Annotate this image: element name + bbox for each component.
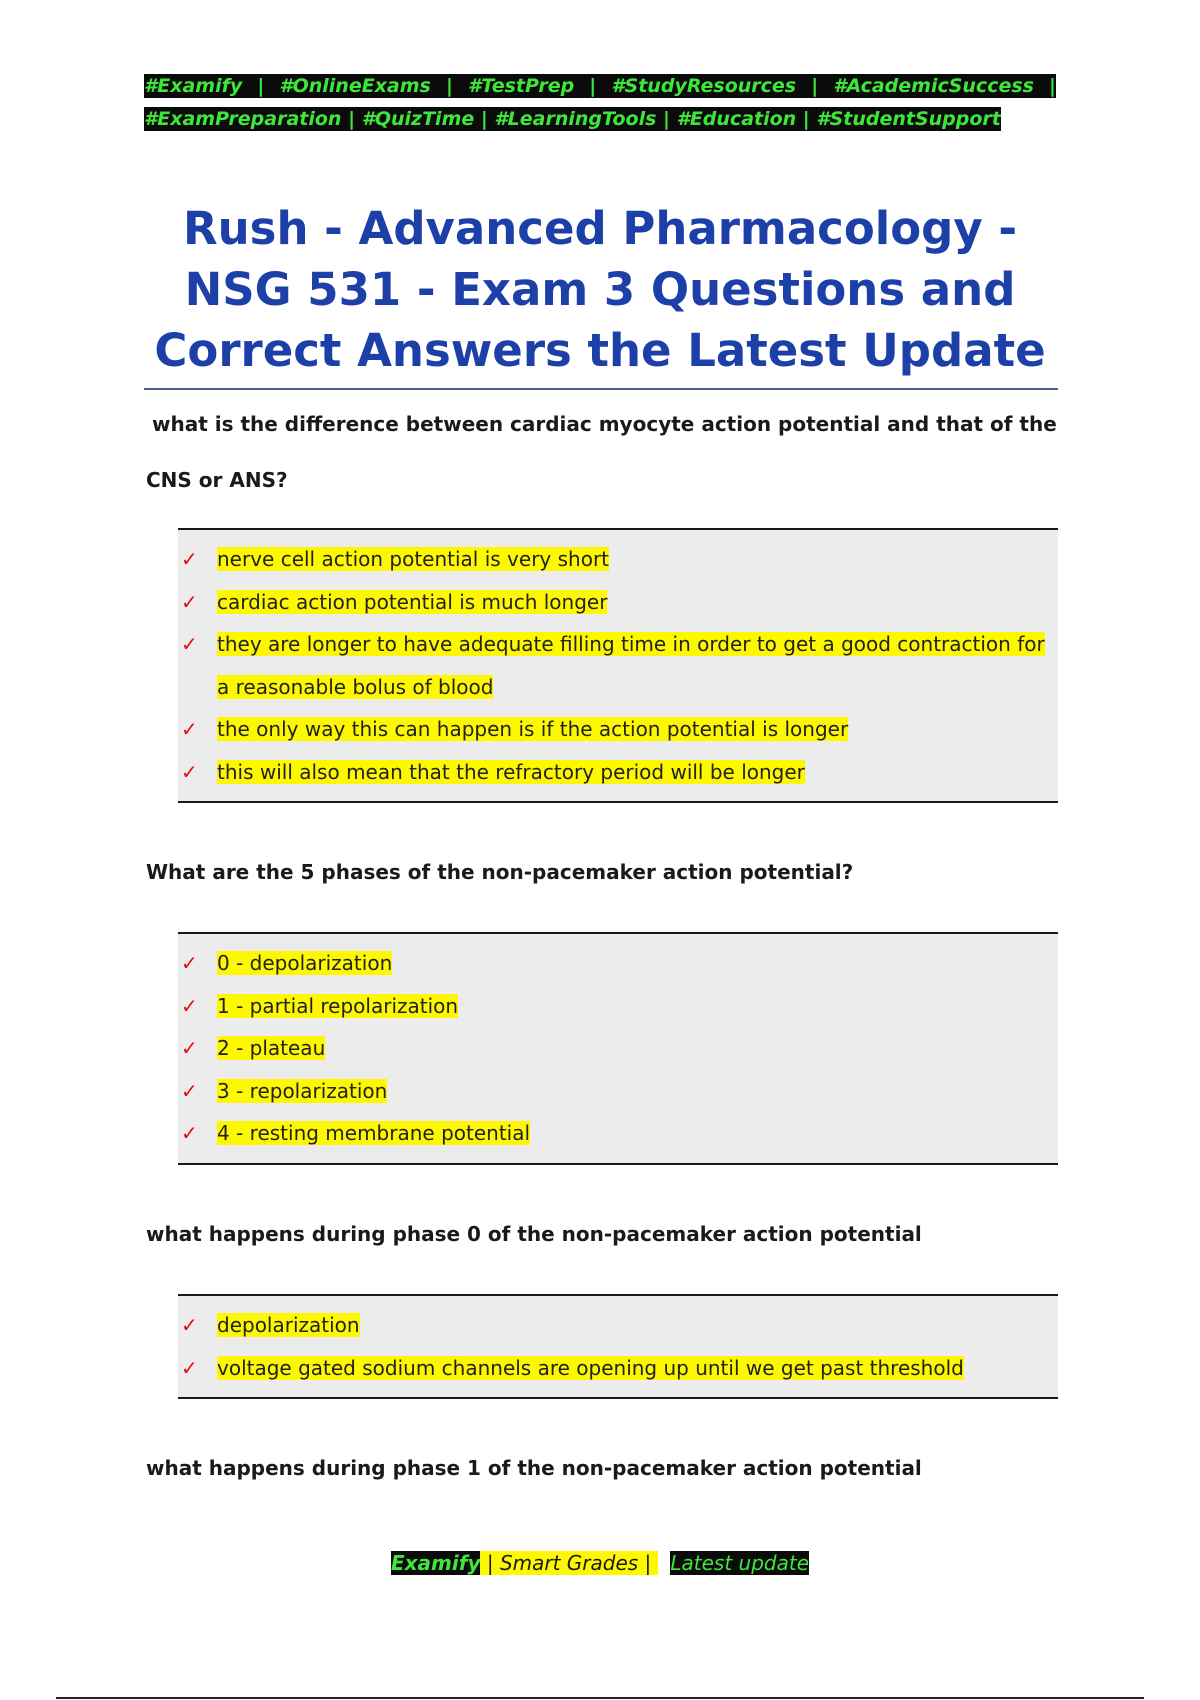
question-1-line-2: CNS or ANS?: [146, 468, 288, 492]
check-icon: ✓: [181, 589, 198, 614]
answer-text: 0 - depolarization: [217, 951, 393, 975]
answer-item: [178, 1304, 1058, 1347]
answer-text: 4 - resting membrane potential: [217, 1121, 531, 1145]
question-3: what happens during phase 0 of the non-pacemaker action potential: [146, 1222, 922, 1246]
answer-item: [178, 708, 1058, 751]
check-icon: ✓: [181, 1078, 198, 1103]
answer-item: [178, 751, 1058, 794]
answer-text: voltage gated sodium channels are opening up until we get past threshold: [217, 1355, 964, 1380]
answer-box-3: [178, 1294, 1058, 1399]
check-icon: ✓: [181, 1036, 198, 1060]
answer-item: [178, 985, 1058, 1028]
answer-item: [178, 623, 1058, 708]
footer-brand: Examify: [390, 1551, 481, 1575]
footer-smart-grades: Smart Grades: [499, 1551, 639, 1575]
hashtag-text-1: #Examify | #OnlineExams | #TestPrep | #StudyResources | #AcademicSuccess |: [144, 75, 1056, 97]
question-1: [146, 396, 1058, 508]
answer-box-1: [178, 528, 1058, 803]
check-icon: ✓: [181, 1121, 198, 1145]
check-icon: ✓: [181, 547, 198, 571]
answer-text: 1 - partial repolarization: [217, 993, 459, 1018]
question-4: what happens during phase 1 of the non-pacemaker action potential: [146, 1456, 922, 1480]
answer-text: 3 - repolarization: [217, 1078, 388, 1103]
footer-separator-1: |: [480, 1551, 500, 1575]
answer-box-2: [178, 932, 1058, 1165]
answer-text: cardiac action potential is much longer: [217, 589, 608, 614]
answer-item: [178, 1347, 1058, 1390]
check-icon: ✓: [181, 717, 198, 741]
document-title: Rush - Advanced Pharmacology - NSG 531 - Exam 3 Questions and Correct Answers the Latest Update: [154, 202, 1046, 377]
check-icon: ✓: [181, 1355, 198, 1380]
answer-item: [178, 1112, 1058, 1155]
hashtag-line-1: [144, 70, 1056, 103]
answer-item: [178, 581, 1058, 624]
answer-item: [178, 1027, 1058, 1070]
answer-item: [178, 538, 1058, 581]
question-2: What are the 5 phases of the non-pacemaker action potential?: [146, 860, 854, 884]
check-icon: ✓: [181, 951, 198, 975]
page-bottom-rule: [56, 1697, 1144, 1699]
page-footer: [0, 1551, 1200, 1575]
answer-text: this will also mean that the refractory period will be longer: [217, 759, 805, 784]
check-icon: ✓: [181, 759, 198, 784]
footer-latest-update: Latest update: [670, 1551, 810, 1575]
title-divider: [144, 388, 1058, 390]
hashtag-line-2: [144, 103, 1056, 136]
answer-text: depolarization: [217, 1313, 360, 1337]
hashtag-text-2: #ExamPreparation | #QuizTime | #LearningTools | #Education | #StudentSupport: [144, 108, 1001, 130]
answer-item: [178, 1070, 1058, 1113]
check-icon: ✓: [181, 632, 198, 656]
question-1-line-1: what is the difference between cardiac myocyte action potential and that of the: [152, 412, 1057, 436]
check-icon: ✓: [181, 993, 198, 1018]
hashtag-header: [144, 70, 1056, 136]
answer-item: [178, 942, 1058, 985]
answer-text: nerve cell action potential is very short: [217, 547, 610, 571]
answer-text: the only way this can happen is if the action potential is longer: [217, 717, 849, 741]
answer-text: 2 - plateau: [217, 1036, 326, 1060]
answer-text: they are longer to have adequate filling time in order to get a good contraction for a reasonable bolus of blood: [217, 632, 1045, 699]
footer-separator-2: |: [638, 1551, 658, 1575]
check-icon: ✓: [181, 1313, 198, 1337]
